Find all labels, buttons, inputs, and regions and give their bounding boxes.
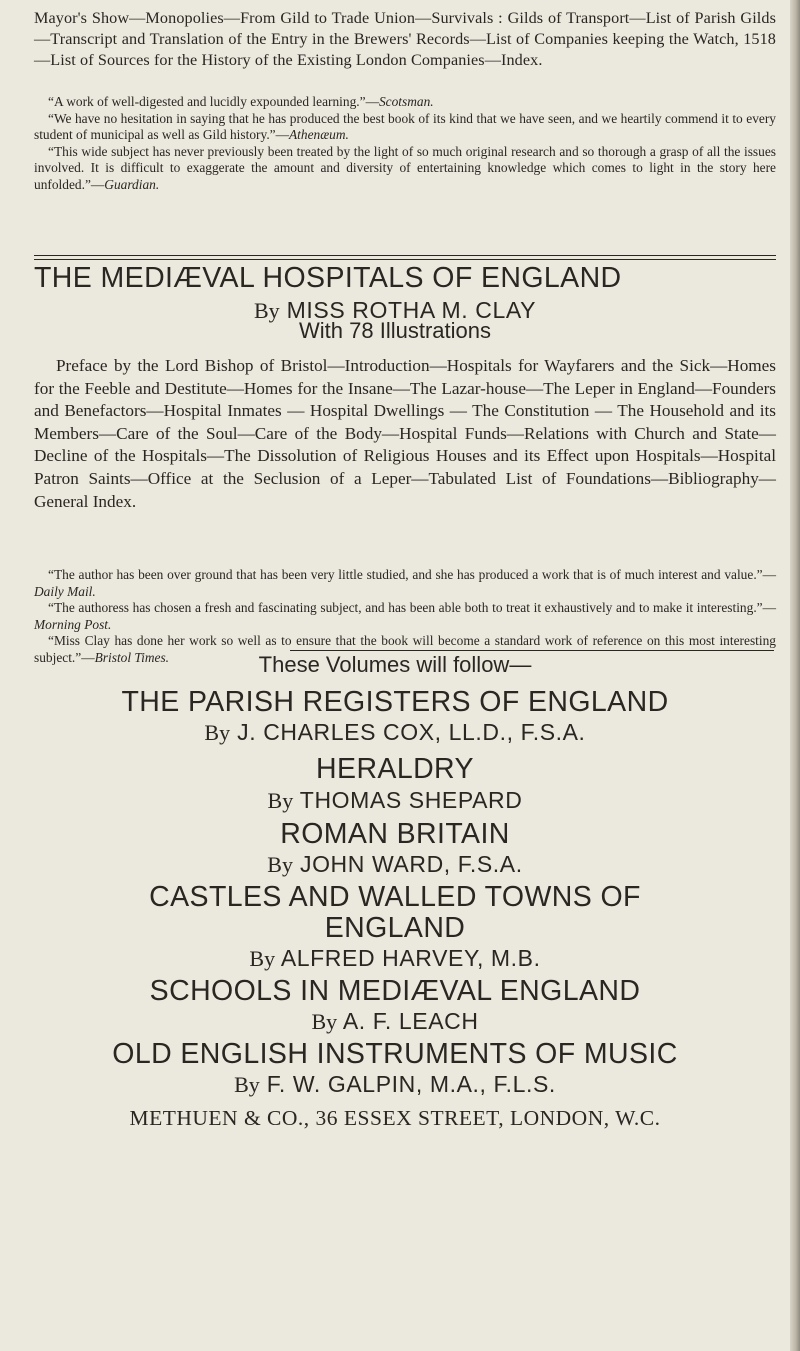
following-heading: These Volumes will follow—: [258, 652, 532, 677]
review-source: Scotsman.: [378, 94, 434, 109]
section-divider: [34, 255, 776, 256]
book-author: THOMAS SHEPARD: [299, 787, 523, 813]
book-author: A. F. LEACH: [342, 1008, 479, 1034]
prior-contents: [34, 8, 776, 71]
prior-contents-text: Mayor's Show—Monopolies—From Gild to Trade Union—Survivals : Gilds of Transport—List of Parish Gilds—Transcript and Translation of the Entry in the Brewers' Records—List of Companies keeping the Watch, 1518—List of Sources for the History of the Existing London Companies—Index.: [34, 9, 776, 69]
review-quote: “A work of well-digested and lucidly expounded learning.”—Scotsman.: [48, 94, 434, 109]
review-source: Guardian.: [104, 176, 160, 192]
feature-illustrations-note: With 78 Illustrations: [299, 318, 491, 343]
review-quote: “We have no hesitation in saying that he has produced the best book of its kind that we have seen, and we heartily commend it to every student of municipal as well as Gild history.”—Athenæum.: [34, 110, 776, 143]
book-byline: By JOHN WARD, F.S.A.: [267, 851, 523, 877]
book-byline: By J. CHARLES COX, LL.D., F.S.A.: [204, 719, 586, 745]
page-edge: [790, 0, 800, 1351]
review-source: Morning Post.: [34, 616, 112, 632]
section-divider: [290, 650, 774, 651]
review-source: Athenæum.: [289, 127, 349, 143]
publisher-imprint: METHUEN & CO., 36 ESSEX STREET, LONDON, W.C.: [129, 1106, 661, 1130]
book-author: F. W. GALPIN, M.A., F.L.S.: [266, 1071, 556, 1097]
review-quote: “This wide subject has never previously been treated by the light of so much original research and so thorough a grasp of all the issues involved. It is difficult to exaggerate the amount and diversity of entertaining knowledge which comes to light in the story here unfolded.”—Guardian.: [34, 143, 776, 192]
book-byline: By THOMAS SHEPARD: [267, 787, 523, 813]
review-quote: “The authoress has chosen a fresh and fascinating subject, and has been able both to treat it exhaustively and to make it interesting.”—Morning Post.: [34, 600, 776, 632]
book-title: ROMAN BRITAIN: [280, 818, 510, 850]
book-title-line2: ENGLAND: [324, 912, 466, 944]
book-author: J. CHARLES COX, LL.D., F.S.A.: [237, 719, 586, 745]
book-title: CASTLES AND WALLED TOWNS OF: [149, 881, 641, 913]
book-title: HERALDRY: [316, 753, 474, 785]
section-divider: [34, 259, 776, 260]
feature-author: MISS ROTHA M. CLAY: [286, 297, 537, 323]
review-source: Daily Mail.: [34, 583, 96, 599]
book-title: THE PARISH REGISTERS OF ENGLAND: [121, 686, 669, 718]
book-byline: By ALFRED HARVEY, M.B.: [249, 945, 541, 971]
review-source: Bristol Times.: [94, 649, 170, 665]
feature-contents: Preface by the Lord Bishop of Bristol—Introduction—Hospitals for Wayfarers and the Sick—Homes for the Feeble and Destitute—Homes for the Insane—The Lazar-house—The Leper in England—Founders and Benefactors—Hospital Inmates — Hospital Dwellings — The Constitution — The Household and its Members—Care of the Soul—Care of the Body—Hospital Funds—Relations with Church and State—Decline of the Hospitals—The Dissolution of Religious Houses and its Effect upon Hospitals—Hospital Patron Saints—Office at the Seclusion of a Leper—Tabulated List of Foundations—Bibliography—General Index.: [34, 356, 776, 511]
prior-reviews: [34, 94, 776, 194]
book-title: OLD ENGLISH INSTRUMENTS OF MUSIC: [112, 1038, 678, 1070]
feature-title: THE MEDIÆVAL HOSPITALS OF ENGLAND: [34, 262, 622, 294]
book-byline: By F. W. GALPIN, M.A., F.L.S.: [234, 1071, 556, 1097]
book-author: JOHN WARD, F.S.A.: [299, 851, 523, 877]
book-author: ALFRED HARVEY, M.B.: [280, 945, 541, 971]
book-byline: By A. F. LEACH: [311, 1008, 479, 1034]
feature-byline: By MISS ROTHA M. CLAY: [253, 297, 537, 323]
review-quote: “Miss Clay has done her work so well as to ensure that the book will become a standard work of reference on this most interesting subject.”—Bristol Times.: [34, 633, 776, 665]
book-title: SCHOOLS IN MEDIÆVAL ENGLAND: [149, 975, 641, 1007]
review-quote: “The author has been over ground that has been very little studied, and she has produced a work that is of much interest and value.”—Daily Mail.: [34, 567, 776, 599]
